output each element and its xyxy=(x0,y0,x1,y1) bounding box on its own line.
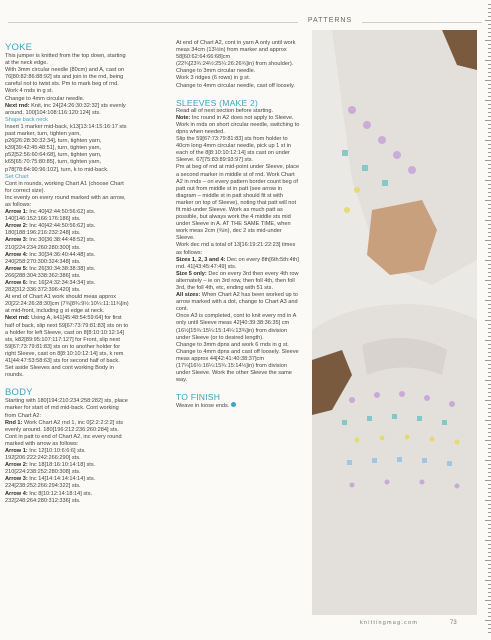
ruler-tick xyxy=(485,240,491,241)
ruler-tick xyxy=(485,360,491,361)
ruler-tick xyxy=(485,100,491,101)
sleeves-paragraph: Work dec rnd a total of 13[16:19:21:22:23] times as follows: xyxy=(176,242,296,256)
sleeves-paragraph: Read all of next section before starting. xyxy=(176,107,274,114)
label: Next rnd: xyxy=(5,102,30,109)
sleeves-paragraph: Slip the 59[67:73:79:81:83] sts from holder to 40cm long 4mm circular needle, pick up 1 st in each of the 8[8:10:10:12:14] sts cast on under Sleeve. 67[75:83:89:93:97] sts. xyxy=(176,136,292,164)
inc-evenly-text: Inc evenly on every round marked with an arrow, as follows: xyxy=(5,194,126,208)
text: Inc 12[10:10:6:6:6] sts. 192[206:222:242:266:290] sts. xyxy=(5,447,86,462)
round-1-instruction xyxy=(5,420,129,434)
ruler-tick xyxy=(485,460,491,461)
label: Size 5 only: xyxy=(176,270,207,277)
text: When Chart A2 has been worked up to arrow marked with a dot, change to Chart A3 and cont. xyxy=(176,292,298,313)
body-arrow-instruction xyxy=(5,491,129,505)
ruler-tick xyxy=(485,280,491,281)
text: Inc 26[30:34:38:38:38] sts. 266[288:304:338:362:386] sts. xyxy=(5,265,96,279)
body-arrow-instruction xyxy=(5,448,129,462)
text: Inc 40[42:44:50:56:62] sts. 180[188:196:216:232:248] sts. xyxy=(5,223,96,237)
text: Inc 30[34:36:40:44:48] sts. 240[258:270:300:324:348] sts. xyxy=(5,251,96,265)
yoke-paragraph: Change to 4mm circular needle. xyxy=(5,95,85,102)
ruler-tick xyxy=(485,200,491,201)
model-photo xyxy=(312,30,477,615)
arrow-instruction xyxy=(5,266,129,280)
text: Inc round in A2 does not apply to Sleeve. xyxy=(190,114,294,121)
arrow-instruction xyxy=(5,209,129,223)
body-paragraph: Work 3 ridges (6 rows) in g st. xyxy=(176,75,251,82)
body-continue-text: Cont in patt to end of Chart A2, inc every round marked with arrow as follows: xyxy=(5,433,122,447)
set-chart-subheading: Set Chart xyxy=(5,173,29,180)
text: Knit, inc 24[24:26:30:32:32] sts evenly around. 100[104:108:116:120:124] sts. xyxy=(5,102,126,116)
ruler-tick xyxy=(485,540,491,541)
text: Inc 30[36:38:44:48:52] sts. 210[224:234:260:280:300] sts. xyxy=(5,237,96,251)
note xyxy=(176,115,300,122)
ruler-tick xyxy=(485,480,491,481)
sleeves-paragraph: Change to 3mm dpns and work 6 rnds in g st. xyxy=(176,341,289,348)
middle-column xyxy=(176,40,300,410)
size-instruction xyxy=(176,271,300,292)
body-arrow-instruction xyxy=(5,462,129,476)
footer-url: knittingmag.com xyxy=(360,620,419,626)
next-round-instruction xyxy=(5,103,129,117)
text: Work Chart A2 rnd 1, inc 0[2:2:2:2:2] sts evenly around. 180[196:212:236:260:284] sts. xyxy=(5,419,124,433)
ruler-tick xyxy=(485,220,491,221)
label: Arrow 3: xyxy=(5,237,28,244)
arrow-instruction xyxy=(5,237,129,251)
label: Arrow 4: xyxy=(5,490,28,497)
finish-text xyxy=(176,402,300,410)
label: Next rnd: xyxy=(5,315,30,322)
yoke-heading: YOKE xyxy=(5,42,33,53)
arrow-instruction xyxy=(5,223,129,237)
ruler-tick xyxy=(485,560,491,561)
yoke-paragraph: Work 4 rnds in g st. xyxy=(5,88,54,95)
label: Note: xyxy=(176,114,191,121)
ruler-tick xyxy=(485,140,491,141)
text: Inc 14[14:14:14:14:14] sts. 224[238:252:266:294:322] sts. xyxy=(5,476,96,490)
text: Inc 40[42:44:50:56:62] sts. 140[146:152:166:176:186] sts. xyxy=(5,209,96,223)
label: Arrow 6: xyxy=(5,280,28,286)
left-column xyxy=(5,40,129,505)
text: Inc 8[10:12:14:18:14] sts. 232[248:264:280:312:336] sts. xyxy=(5,490,93,504)
header-rule-left xyxy=(8,22,298,23)
finish-heading: TO FINISH xyxy=(176,392,221,403)
ruler-tick xyxy=(485,520,491,521)
text: Dec on every 3rd then every 4th row alternately – ie on 3rd row, then foll 4th, then foll 3rd, the foll 4th, etc, ending with 51 sts. xyxy=(176,270,299,291)
measurement-ruler xyxy=(482,0,491,640)
ruler-tick xyxy=(485,20,491,21)
size-instruction xyxy=(176,292,300,313)
section-title: PATTERNS xyxy=(307,17,353,24)
body-text: Starting with 180[194:210:234:258:282] sts, place marker for start of rnd mid-back. Cont working from Chart A2: xyxy=(5,398,128,419)
ruler-tick xyxy=(485,320,491,321)
body-paragraph: Change to 3mm circular needle. xyxy=(176,68,256,75)
sleeves-paragraph: Once A3 is completed, cont to knit every rnd in A only until Sleeve meas 42[40:39:38:36:35] cm (16½[15¾:15¼:15:14¼:13¾]in) from division under Sleeve (or to desired length). xyxy=(176,313,297,341)
text: Weave in loose ends. xyxy=(176,403,230,410)
body-arrow-instruction xyxy=(5,476,129,490)
ruler-tick xyxy=(485,500,491,501)
text: Inc 16[24:32:34:34:34] sts. 282[312:336:372:396:420] sts. xyxy=(5,280,96,294)
shape-back-neck-text: Insert 1 marker mid-back, k13[13:14:15:16:17 sts past marker, turn, tighten yarn, p26[26:28:30:32:34], turn, tighten yarn, k39[39:42:45:48:51], turn, tighten yarn, p52[52:56:60:64:68], turn, tighten yarn, k65[65:70:75:80:85], turn, tighten yarn, p78[78:84:90:96:102], turn, k to mid-back. xyxy=(5,123,127,173)
body-paragraph: Change to 4mm circular needle, cast off loosely. xyxy=(176,82,295,89)
end-dot-icon xyxy=(231,402,236,407)
ruler-tick xyxy=(485,80,491,81)
ruler-tick xyxy=(485,40,491,41)
ruler-tick xyxy=(485,340,491,341)
text: Using A, k41[45:48:54:59:64] for first half of back, slip next 59[67:73:79:81:83] sts on to a holder for left Sleeve, cast on 8[8:10:10:12:14] sts, k82[89:95:107:117:127] for Front, slip next 59[67:73:79:81:83] sts on to another holder for right Sleeve, cast on 8[8:10:10:12:14] sts, k rem 41[44:47:53:58:63] sts for second half of back. Set aside Sleeves and cont working Body in rounds. xyxy=(5,315,129,379)
label: Arrow 2: xyxy=(5,462,28,469)
shape-back-neck-subheading: Shape back neck xyxy=(5,116,48,123)
ruler-tick xyxy=(485,600,491,601)
text: Dec on every 8th[6th:5th:4th] rnd. 41[43:45:47:49] sts. xyxy=(176,256,299,270)
ruler-tick xyxy=(485,580,491,581)
ruler-tick xyxy=(485,380,491,381)
ruler-tick xyxy=(485,400,491,401)
body-heading: BODY xyxy=(5,387,33,399)
yoke-paragraph: With 3mm circular needle (80cm) and A, cast on 76[80:82:86:88:92] sts and join in the rnd, being careful not to twist sts. Pm to mark beg of rnd. xyxy=(5,67,125,88)
ruler-tick xyxy=(485,440,491,441)
arrow-instruction xyxy=(5,280,129,294)
size-instruction xyxy=(176,257,300,271)
sleeves-paragraph: Change to 4mm dpns and cast off loosely. Sleeve meas approx 44[42:41:40:38:37]cm (17¼[16½:16¼:15¾:15:14½]in) from division under Sleeve. Work the other Sleeve the same way. xyxy=(176,348,299,384)
arrow-instruction xyxy=(5,252,129,266)
ruler-tick xyxy=(485,420,491,421)
ruler-tick xyxy=(485,620,491,621)
header-rule-right xyxy=(362,22,482,23)
ruler-tick xyxy=(485,300,491,301)
label: Rnd 1: xyxy=(5,419,23,426)
sleeves-heading: SLEEVES (MAKE 2) xyxy=(176,97,259,108)
label: Sizes 1, 2, 3 and 4: xyxy=(176,256,226,263)
sweater-illustration xyxy=(312,30,477,615)
label: Arrow 1: xyxy=(5,209,28,216)
label: Arrow 3: xyxy=(5,476,28,483)
label: Arrow 2: xyxy=(5,223,28,230)
body-paragraph: At end of Chart A2, cont in yarn A only until work meas 34cm (13½in) from marker and approx 58[60:62:64:66:68]cm (22¾[23¾:24½:25¼:26:26¾]in) from shoulder). xyxy=(176,40,296,68)
yoke-end-text: At end of Chart A1 work should meas approx 20[22:24:26:28:30]cm (7¾[8¾:9½:10¼:11:11¾]in) at mid-front, including g st edge at neck. xyxy=(5,294,129,315)
next-round-instruction xyxy=(5,315,129,379)
text: Inc 18[18:16:10:14:18] sts. 210[224:238:252:280:308] sts. xyxy=(5,462,96,476)
ruler-tick xyxy=(485,120,491,121)
label: Arrow 5: xyxy=(5,265,28,272)
yoke-intro: This jumper is knitted from the top down, starting at the neck edge. xyxy=(5,53,126,67)
set-chart-text: Cont in rounds, working Chart A1 (choose Chart for correct size). xyxy=(5,180,124,194)
sleeves-paragraph: Work in rnds on short circular needle, switching to dpns when needed. xyxy=(176,121,300,135)
ruler-tick xyxy=(485,60,491,61)
page-number: 73 xyxy=(450,620,457,626)
ruler-tick xyxy=(485,160,491,161)
label: Arrow 1: xyxy=(5,447,28,454)
ruler-tick xyxy=(485,260,491,261)
label: Arrow 4: xyxy=(5,251,28,258)
label: All sizes: xyxy=(176,292,201,299)
sleeves-paragraph: Pm at beg of rnd at mid-point under Sleeve, place a second marker in middle st of rnd. Work Chart A2 in rnds – on every pattern border count beg of patt out from middle st in patt (see arrow in diagram – middle st in patt should fit st with marker on top of Sleeve), noting that patt will not fit mid-under Sleeve. Work as much patt as possible, but always work the 4 middle sts mid under Sleeve in A. AT THE SAME TIME, when work meas 2cm (¾in), dec 2 sts mid-under Sleeve. xyxy=(176,164,300,242)
ruler-tick xyxy=(485,180,491,181)
